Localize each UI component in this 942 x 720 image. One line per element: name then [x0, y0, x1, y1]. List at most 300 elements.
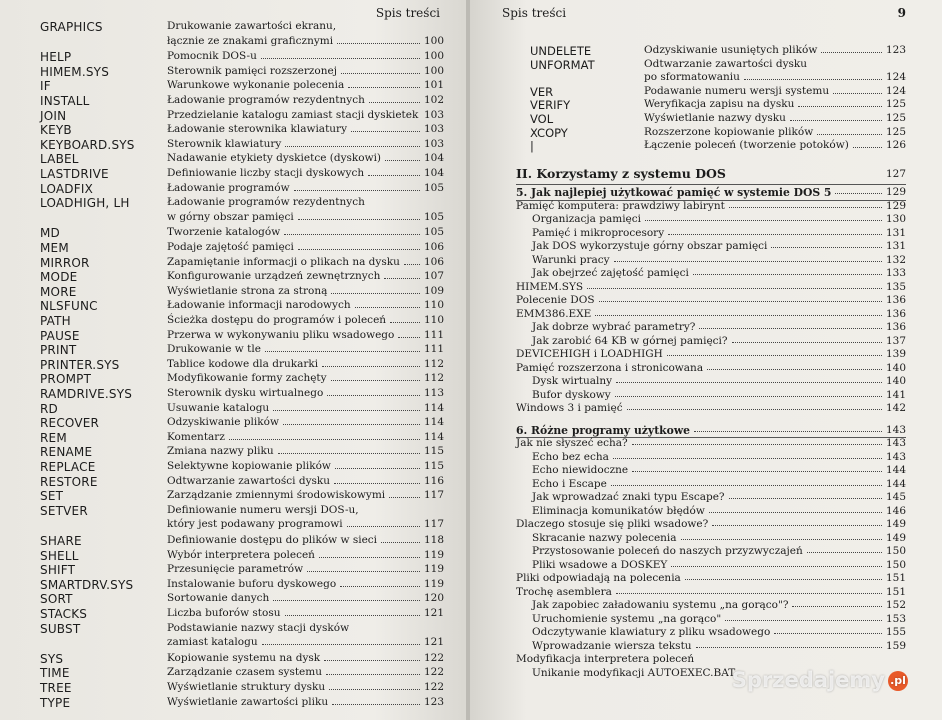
toc-line [532, 599, 906, 613]
toc-entry-left [40, 563, 444, 578]
dot-leader [693, 274, 882, 275]
toc-line [532, 389, 906, 403]
command-name: XCOPY [530, 125, 568, 140]
dot-leader [671, 566, 882, 567]
command-name: TYPE [40, 695, 71, 710]
command-name: VOL [530, 112, 554, 126]
toc-text: Windows 3 i pamięć [516, 402, 623, 414]
page-ref: 106 [423, 241, 444, 253]
command-description: Definiowanie numeru wersji DOS-u, [167, 503, 359, 516]
command-name: SUBST [40, 621, 81, 636]
page-ref: 124 [885, 71, 906, 84]
toc-line [532, 532, 906, 546]
dot-leader [319, 557, 420, 558]
command-name: RD [40, 401, 58, 416]
dot-leader [709, 512, 882, 513]
command-name: INSTALL [40, 94, 90, 108]
dot-leader [307, 571, 420, 572]
command-description: Tablice kodowe dla drukarki [167, 357, 319, 370]
command-description: Weryfikacja zapisu na dysku [644, 98, 795, 111]
command-description: Ładowanie programów rezydentnych [167, 196, 365, 209]
command-description: Definiowanie dostępu do plików w sieci [167, 534, 378, 546]
page-ref: 123 [885, 44, 906, 56]
page-ref: 121 [423, 607, 444, 619]
command-description: Podaje zajętość pamięci [167, 241, 294, 253]
dot-leader [337, 43, 420, 44]
page-ref: 136 [885, 307, 906, 320]
page-ref: 117 [423, 489, 444, 502]
command-name: KEYBOARD.SYS [40, 137, 135, 152]
page-ref: 131 [885, 240, 906, 252]
toc-text: Uruchomienie systemu „na gorąco" [532, 612, 722, 625]
command-name: HELP [40, 50, 72, 65]
toc-text: Echo niewidoczne [532, 464, 629, 476]
command-name: MODE [40, 270, 78, 285]
page-ref: 153 [885, 612, 906, 625]
toc-text: Eliminacja komunikatów błędów [532, 504, 705, 517]
command-description: Zarządzanie czasem systemu [167, 666, 322, 679]
dot-leader [369, 102, 420, 103]
page-ref: 143 [885, 437, 906, 449]
dot-leader [331, 293, 420, 294]
toc-line [516, 308, 906, 322]
dot-leader [599, 301, 882, 302]
command-description: Przesunięcie parametrów [167, 563, 304, 576]
toc-line [516, 586, 906, 600]
dot-leader [699, 328, 882, 329]
page-ref: 111 [423, 328, 444, 341]
command-name: PRINT [40, 343, 77, 358]
page-ref: 143 [885, 450, 906, 463]
toc-entry-left [40, 270, 444, 285]
page-ref: 121 [423, 636, 444, 649]
page-ref: 131 [885, 226, 906, 239]
dot-leader [261, 58, 420, 59]
page-ref: 109 [423, 284, 444, 297]
page-ref: 114 [423, 416, 444, 429]
left-page [0, 0, 468, 720]
dot-leader [835, 193, 882, 194]
command-name: REM [40, 430, 67, 445]
dot-leader [368, 175, 420, 176]
page-ref: 110 [423, 299, 444, 312]
command-name: SETVER [40, 503, 88, 518]
command-name: HIMEM.SYS [40, 64, 110, 79]
command-description: po sformatowaniu [644, 71, 740, 84]
command-name: REPLACE [40, 460, 96, 474]
page-ref: 120 [423, 592, 444, 605]
command-description: Podstawianie nazwy stacji dysków [167, 621, 350, 634]
dot-leader [390, 322, 420, 323]
command-name: MD [40, 226, 60, 241]
toc-text: EMM386.EXE [516, 307, 592, 320]
dot-leader [817, 134, 882, 135]
toc-entry-left [40, 387, 444, 402]
toc-entry-left [40, 416, 444, 431]
page-ref: 142 [885, 402, 906, 414]
toc-entry-left [40, 504, 444, 533]
page-ref: 103 [423, 108, 444, 121]
dot-leader [284, 234, 420, 235]
dot-leader [667, 355, 882, 356]
command-name: MORE [40, 284, 77, 299]
command-description: który jest podawany programowi [167, 518, 343, 531]
toc-line [516, 518, 906, 532]
toc-entry-left [40, 256, 444, 271]
page-ref: 125 [885, 98, 906, 111]
toc-line [532, 545, 906, 559]
toc-line [532, 240, 906, 254]
command-name: VERIFY [530, 98, 571, 113]
command-description: Przedzielanie katalogu zamiast stacji dyskietek [167, 108, 419, 121]
toc-line [532, 321, 906, 335]
page-ref: 114 [423, 430, 444, 443]
command-description: Wyświetlanie nazwy dysku [644, 112, 786, 124]
toc-line [532, 559, 906, 573]
page-ref: 145 [885, 491, 906, 503]
watermark [732, 668, 908, 692]
toc-text: Organizacja pamięci [532, 213, 642, 225]
page-ref: 124 [885, 84, 906, 97]
command-description: Zmiana nazwy pliku [167, 445, 274, 458]
dot-leader [327, 395, 420, 396]
page-ref: 133 [885, 267, 906, 279]
page-ref: 125 [885, 112, 906, 124]
page-ref: 144 [885, 464, 906, 476]
page-ref: 113 [423, 387, 444, 399]
dot-leader [285, 615, 420, 616]
dot-leader [632, 471, 882, 472]
chapter-entry [516, 186, 906, 200]
chapter-title: 5. Jak najlepiej użytkować pamięć w systemie DOS 5 [516, 186, 832, 199]
toc-line [532, 227, 906, 241]
page-ref: 129 [885, 199, 906, 212]
toc-line [516, 362, 906, 376]
toc-entry-left [40, 343, 444, 358]
page-ref: 141 [885, 388, 906, 401]
toc-line [532, 491, 906, 505]
page-ref: 110 [423, 314, 444, 326]
page-ref: 155 [885, 626, 906, 638]
command-description: Drukowanie zawartości ekranu, [167, 20, 337, 32]
command-description: Modyfikowanie formy zachęty [167, 372, 327, 385]
command-name: KEYB [40, 123, 72, 138]
dot-leader [340, 586, 420, 587]
toc-text: Trochę asemblera [516, 585, 612, 598]
page-ref: 117 [423, 518, 444, 531]
page-ref: 125 [885, 125, 906, 138]
dot-leader [404, 264, 420, 265]
page-ref: 143 [885, 423, 906, 436]
toc-text: Modyfikacja interpretera poleceń [516, 653, 695, 665]
dot-leader [389, 497, 420, 498]
command-name: SMARTDRV.SYS [40, 577, 134, 592]
page-ref: 116 [423, 474, 444, 487]
page-ref: 106 [423, 255, 444, 268]
command-description: Ładowanie programów rezydentnych [167, 94, 365, 106]
toc-entry-left [40, 167, 444, 182]
dot-leader [685, 579, 882, 580]
toc-line [516, 437, 906, 451]
toc-line [532, 613, 906, 627]
command-name: IF [40, 79, 51, 94]
dot-leader [668, 234, 882, 235]
page-ref: 144 [885, 477, 906, 490]
command-description: Usuwanie katalogu [167, 401, 270, 414]
page-ref: 150 [885, 558, 906, 571]
toc-line [532, 335, 906, 349]
toc-text: Skracanie nazwy polecenia [532, 531, 677, 544]
toc-entry-left [40, 285, 444, 300]
command-description: Sterownik pamięci rozszerzonej [167, 64, 337, 77]
command-name: LOADHIGH, LH [40, 196, 130, 211]
command-name: PAUSE [40, 328, 80, 343]
command-description: Warunkowe wykonanie polecenia [167, 79, 345, 92]
page-ref: 115 [423, 445, 444, 458]
toc-entry-right [530, 58, 906, 85]
toc-entry-left [40, 314, 444, 329]
part-page: 127 [885, 168, 906, 180]
page-ref: 119 [423, 563, 444, 576]
command-name: STACKS [40, 607, 88, 621]
toc-text: Jak obejrzeć zajętość pamięci [532, 267, 689, 279]
toc-line [532, 478, 906, 492]
toc-line [516, 200, 906, 214]
dot-leader [833, 93, 882, 94]
command-name: SHARE [40, 534, 82, 548]
toc-entry-left [40, 592, 444, 607]
page-ref: 139 [885, 348, 906, 360]
dot-leader [616, 382, 882, 383]
toc-entry-left [40, 534, 444, 549]
chapter-title: 6. Różne programy użytkowe [516, 423, 691, 437]
watermark-badge: .pl [888, 671, 908, 691]
page-ref: 130 [885, 213, 906, 225]
command-description: Liczba buforów stosu [167, 607, 281, 619]
page-ref: 112 [423, 357, 444, 370]
dot-leader [798, 106, 882, 107]
command-description: Przerwa w wykonywaniu pliku wsadowego [167, 328, 395, 341]
part-rule [516, 184, 906, 185]
toc-entry-left [40, 182, 444, 197]
page-ref: 100 [423, 50, 444, 63]
page-ref: 101 [423, 79, 444, 92]
toc-entry-left [40, 299, 444, 314]
command-description: zamiast katalogu [167, 636, 258, 649]
toc-line [516, 348, 906, 362]
page-ref: 122 [423, 681, 444, 693]
toc-entry-left [40, 475, 444, 490]
page-ref: 111 [423, 343, 444, 356]
command-description: Wyświetlanie strona za stroną [167, 284, 328, 297]
page-ref: 123 [423, 695, 444, 708]
toc-line [532, 505, 906, 519]
page-ref: 104 [423, 167, 444, 179]
command-description: Odtwarzanie zawartości dysku [167, 474, 331, 487]
page-ref: 152 [885, 599, 906, 611]
dot-leader [351, 131, 420, 132]
command-description: Wyświetlanie struktury dysku [167, 681, 326, 693]
page-ref: 115 [423, 460, 444, 472]
command-description: Instalowanie buforu dyskowego [167, 577, 337, 590]
page-ref: 104 [423, 152, 444, 165]
toc-entry-left [40, 607, 444, 622]
page-ref: 135 [885, 280, 906, 293]
toc-entry-right [530, 98, 906, 112]
toc-line [532, 451, 906, 465]
toc-entry-left [40, 666, 444, 681]
command-description: Definiowanie liczby stacji dyskowych [167, 167, 365, 179]
dot-leader [381, 542, 420, 543]
toc-entry-left [40, 152, 444, 167]
page-ref: 114 [423, 401, 444, 414]
page-ref: 136 [885, 294, 906, 306]
toc-text: Jak nie słyszeć echa? [516, 437, 628, 449]
toc-text: Pamięć komputera: prawdziwy labirynt [516, 199, 725, 212]
command-name: LABEL [40, 152, 79, 167]
dot-leader [322, 366, 420, 367]
command-name: MEM [40, 241, 69, 255]
dot-leader [707, 369, 882, 370]
toc-entry-right [530, 44, 906, 58]
command-name: UNFORMAT [530, 57, 595, 72]
dot-leader [265, 351, 420, 352]
toc-entry-left [40, 94, 444, 109]
command-name: JOIN [40, 108, 67, 123]
command-name: SET [40, 489, 64, 504]
dot-leader [853, 147, 882, 148]
toc-line [532, 267, 906, 281]
command-name: VER [530, 84, 554, 99]
dot-leader [298, 249, 420, 250]
command-name: SYS [40, 651, 64, 666]
page-ref: 140 [885, 375, 906, 387]
command-description: Kopiowanie systemu na dysk [167, 651, 321, 664]
dot-leader [332, 704, 420, 705]
toc-text: Pliki wsadowe a DOSKEY [532, 558, 668, 571]
toc-line [532, 626, 906, 640]
toc-entry-left [40, 622, 444, 651]
dot-leader [744, 79, 882, 80]
command-description: łącznie ze znakami graficznymi [167, 34, 334, 47]
toc-entry-left [40, 196, 444, 225]
command-name: PROMPT [40, 372, 92, 387]
dot-leader [273, 600, 420, 601]
page-ref: 119 [423, 577, 444, 590]
toc-entry-left [40, 431, 444, 446]
page-ref: 105 [423, 226, 444, 239]
toc-entry-left [40, 358, 444, 373]
toc-entry-left [40, 681, 444, 696]
command-description: Wybór interpretera poleceń [167, 548, 315, 561]
page-ref: 132 [885, 253, 906, 266]
page-ref: 151 [885, 585, 906, 598]
dot-leader [298, 219, 420, 220]
toc-entry-left [40, 226, 444, 241]
command-name: PATH [40, 314, 71, 328]
dot-leader [627, 409, 882, 410]
page-ref: 137 [885, 334, 906, 347]
dot-leader [398, 337, 420, 338]
page-ref: 118 [423, 534, 444, 546]
command-name: PRINTER.SYS [40, 357, 120, 372]
command-description: Podawanie numeru wersji systemu [644, 84, 830, 97]
toc-line [516, 402, 906, 416]
toc-line [532, 254, 906, 268]
command-description: Odtwarzanie zawartości dysku [644, 57, 808, 70]
toc-text: Bufor dyskowy [532, 388, 611, 401]
dot-leader [331, 380, 420, 381]
dot-leader [613, 458, 882, 459]
command-name: RAMDRIVE.SYS [40, 387, 133, 401]
command-name: TIME [40, 666, 70, 681]
dot-leader [329, 689, 420, 690]
toc-entry-left [40, 402, 444, 417]
dot-leader [229, 439, 420, 440]
command-description: w górny obszar pamięci [167, 210, 294, 223]
command-description: Selektywne kopiowanie plików [167, 460, 331, 472]
toc-entry-left [40, 20, 444, 49]
command-description: Odzyskiwanie usuniętych plików [644, 44, 818, 56]
command-name: RECOVER [40, 416, 100, 431]
dot-leader [632, 444, 882, 445]
dot-leader [273, 410, 420, 411]
toc-line [532, 213, 906, 227]
command-name: SHIFT [40, 563, 76, 578]
dot-leader [326, 674, 420, 675]
command-name: NLSFUNC [40, 299, 98, 314]
command-description: Komentarz [167, 430, 225, 443]
page-ref: 122 [423, 651, 444, 664]
command-description: Nadawanie etykiety dyskietce (dyskowi) [167, 152, 382, 165]
command-description: Wyświetlanie zawartości pliku [167, 695, 329, 708]
toc-text: Jak wprowadzać znaki typu Escape? [532, 491, 725, 503]
toc-entry-left [40, 445, 444, 460]
page-ref: 102 [423, 94, 444, 106]
toc-text: HIMEM.SYS [516, 280, 584, 293]
dot-leader [341, 73, 420, 74]
toc-entry-right [530, 126, 906, 140]
command-name: LASTDRIVE [40, 167, 109, 181]
toc-entry-left [40, 696, 444, 711]
dot-leader [615, 396, 882, 397]
toc-entry-left [40, 489, 444, 504]
toc-line [516, 281, 906, 295]
page-ref: 105 [423, 210, 444, 223]
page-ref: 150 [885, 545, 906, 557]
toc-text: Dlaczego stosuje się pliki wsadowe? [516, 518, 709, 530]
toc-entry-right [530, 139, 906, 153]
toc-entry-right [530, 85, 906, 99]
page-ref: 119 [423, 548, 444, 561]
toc-text: Dysk wirtualny [532, 375, 613, 387]
toc-line [516, 572, 906, 586]
toc-text: DEVICEHIGH i LOADHIGH [516, 348, 663, 360]
toc-text: Warunki pracy [532, 253, 610, 266]
page-number: 9 [897, 6, 906, 20]
toc-entry-left [40, 79, 444, 94]
page-ref: 159 [885, 639, 906, 652]
toc-entry-left [40, 549, 444, 564]
command-description: Zapamiętanie informacji o plikach na dysku [167, 255, 400, 268]
command-description: Ładowanie programów [167, 181, 290, 194]
command-description: Łączenie poleceń (tworzenie potoków) [644, 139, 849, 152]
dot-leader [587, 288, 882, 289]
dot-leader [774, 633, 882, 634]
dot-leader [334, 483, 420, 484]
toc-entry-left [40, 329, 444, 344]
toc-line [516, 653, 906, 667]
